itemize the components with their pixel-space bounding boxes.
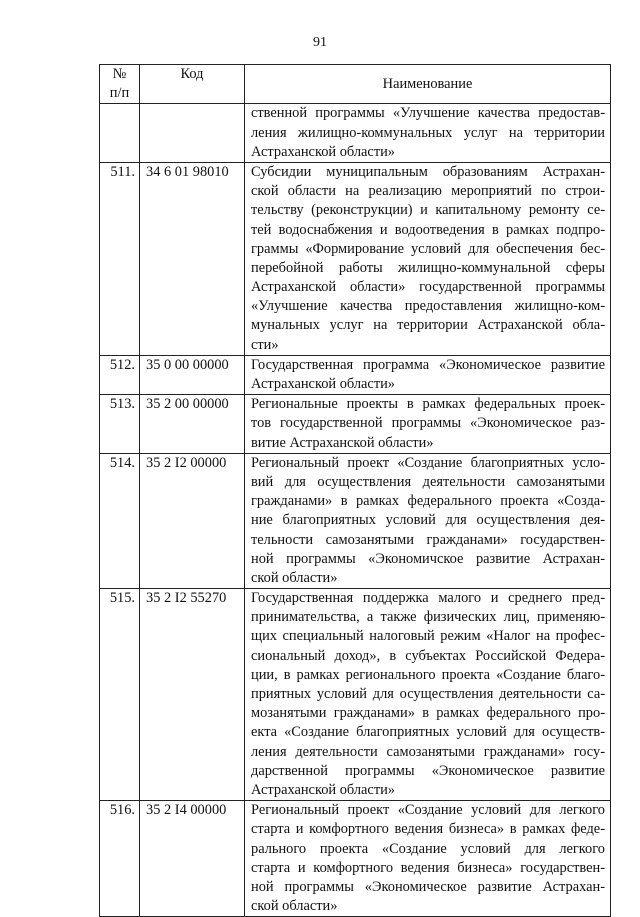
row-code-cell: 35 2 I2 00000 xyxy=(140,453,245,588)
row-number-cell: 515. xyxy=(100,589,140,801)
row-name-line: Государственная поддержка малого и среднего пред- xyxy=(251,590,605,607)
row-number-cell: 514. xyxy=(100,453,140,588)
table-row xyxy=(100,395,611,454)
row-name-line: тельности самозанятыми гражданами» государствен- xyxy=(251,531,605,548)
row-code-cell xyxy=(140,104,245,163)
row-name-line: ской области» xyxy=(251,898,338,915)
row-name-line: старта и комфортного ведения бизнеса» государствен- xyxy=(251,859,605,876)
row-name-line: тей водоснабжения и водоотведения в рамках подпро- xyxy=(251,221,605,238)
row-name-cell xyxy=(245,801,611,917)
row-code-cell: 35 2 00 00000 xyxy=(140,395,245,454)
row-name-line: ской области на реализацию мероприятий по строи- xyxy=(251,183,605,200)
row-name-line: граммы «Формирование условий для обеспечения бес- xyxy=(251,240,605,257)
table-row xyxy=(100,104,611,163)
row-name-line: Астраханской области» xyxy=(251,781,396,798)
row-name-line: гражданами» в рамках федерального проекта «Созда- xyxy=(251,493,605,510)
row-name-line: ной программы «Экономичское развитие Астрахан- xyxy=(251,550,605,567)
row-name-line: Астраханской области» xyxy=(251,143,396,160)
row-name-line: ние благоприятных условий для осуществления дея- xyxy=(251,512,605,529)
row-code-cell: 34 6 01 98010 xyxy=(140,162,245,355)
row-name-line: Государственная программа «Экономическое развитие xyxy=(251,356,605,373)
row-name-line: Астраханской области» xyxy=(251,376,396,393)
row-name-cell xyxy=(245,104,611,163)
row-name-line: перебойной работы жилищно-коммунальной сферы xyxy=(251,259,605,276)
header-num-line2: п/п xyxy=(109,85,130,102)
row-name-cell xyxy=(245,395,611,454)
row-name-cell xyxy=(245,589,611,801)
row-name-cell xyxy=(245,162,611,355)
header-num xyxy=(100,65,140,104)
row-name-line: сти» xyxy=(251,336,279,353)
table-row xyxy=(100,801,611,917)
row-name-line: Астраханской области» государственной программы xyxy=(251,279,605,296)
row-name-line: сиональный доход», в субъектах Российской Федера- xyxy=(251,647,605,664)
header-code: Код xyxy=(140,65,245,104)
row-name-line: ции, в рамках регионального проекта «Создание благо- xyxy=(251,666,605,683)
row-name-line: тов государственной программы «Экономическое раз- xyxy=(251,415,605,432)
row-name-line: рального проекта «Создание условий для легкого xyxy=(251,840,605,857)
row-number-cell: 511. xyxy=(100,162,140,355)
row-name-line: ления жилищно-коммунальных услуг на территории xyxy=(251,124,605,141)
row-name-line: приятных условий для осуществления деятельности са- xyxy=(251,686,605,703)
row-name-line: Региональный проект «Создание благоприятных усло- xyxy=(251,454,605,471)
table-header-row xyxy=(100,65,611,104)
row-name-line: щих специальный налоговый режим «Налог на профес- xyxy=(251,628,605,645)
row-name-line: тельству (реконструкции) и капитальному ремонту се- xyxy=(251,202,605,219)
row-name-line: Региональные проекты в рамках федеральных проек- xyxy=(251,396,605,413)
table-row xyxy=(100,355,611,394)
row-number-cell: 512. xyxy=(100,355,140,394)
row-name-line: мозанятыми гражданами» в рамках федерального про- xyxy=(251,705,605,722)
row-name-line: витие Астраханской области» xyxy=(251,434,434,451)
row-name-line: «Улучшение качества предоставления жилищно-ком- xyxy=(251,298,605,315)
row-code-cell: 35 2 I2 55270 xyxy=(140,589,245,801)
row-name-line: принимательства, а также физических лиц, применяю- xyxy=(251,609,605,626)
row-code-cell: 35 0 00 00000 xyxy=(140,355,245,394)
code-table xyxy=(99,64,611,917)
table-row xyxy=(100,453,611,588)
header-num-line1: № xyxy=(112,66,127,82)
row-name-cell xyxy=(245,355,611,394)
header-name: Наименование xyxy=(245,65,611,104)
row-name-line: ской области» xyxy=(251,569,338,586)
table-row xyxy=(100,162,611,355)
row-name-line: Субсидии муниципальным образованиям Астрахан- xyxy=(251,163,605,180)
page-number: 91 xyxy=(313,35,327,50)
row-code-cell: 35 2 I4 00000 xyxy=(140,801,245,917)
row-name-line: Региональный проект «Создание условий для легкого xyxy=(251,802,605,819)
row-name-cell xyxy=(245,453,611,588)
row-name-line: ления деятельности самозанятыми гражданами» госу- xyxy=(251,743,605,760)
row-name-line: екта «Создание благоприятных условий для осуществ- xyxy=(251,724,605,741)
row-number-cell: 513. xyxy=(100,395,140,454)
row-name-line: старта и комфортного ведения бизнеса» в рамках феде- xyxy=(251,821,605,838)
row-name-line: дарственной программы «Экономическое развитие xyxy=(251,762,605,779)
row-number-cell: 516. xyxy=(100,801,140,917)
row-name-line: мунальных услуг на территории Астраханской обла- xyxy=(251,317,605,334)
row-name-line: ной программы «Экономическое развитие Астрахан- xyxy=(251,878,605,895)
table-row xyxy=(100,589,611,801)
row-name-line: вий для осуществления деятельности самозанятыми xyxy=(251,473,605,490)
table-body xyxy=(100,104,611,917)
row-number-cell xyxy=(100,104,140,163)
row-name-line: ственной программы «Улучшение качества предостав- xyxy=(251,105,605,122)
